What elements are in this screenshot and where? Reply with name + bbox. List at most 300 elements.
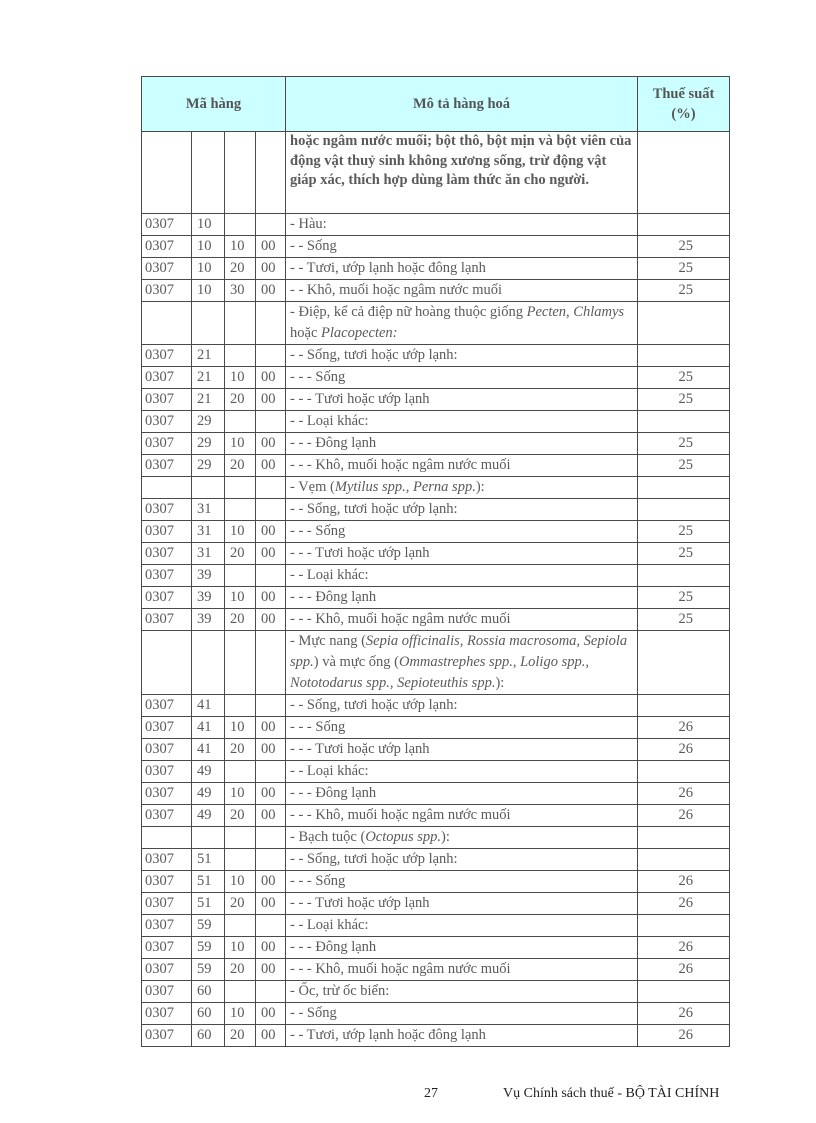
code-cell-4 <box>256 345 286 367</box>
header-description: Mô tả hàng hoá <box>286 77 638 132</box>
description-text: - - Sống, tươi hoặc ướp lạnh: <box>290 697 458 713</box>
description-italic: Ommastrephes spp., Loligo spp., Nototodarus spp., Sepioteuthis spp. <box>290 654 589 691</box>
code-cell-4: 00 <box>256 893 286 915</box>
description-text: - - - Đông lạnh <box>290 785 377 801</box>
table-row <box>142 433 730 455</box>
code-cell-3 <box>225 631 256 695</box>
code-cell-2: 31 <box>192 499 225 521</box>
code-cell-3 <box>225 477 256 499</box>
code-cell-3 <box>225 411 256 433</box>
code-cell-3 <box>225 695 256 717</box>
code-cell-3: 20 <box>225 543 256 565</box>
code-cell-3 <box>225 981 256 1003</box>
rate-cell: 26 <box>638 1025 730 1047</box>
description-text: - - - Sống <box>290 523 346 539</box>
code-cell-2: 39 <box>192 565 225 587</box>
code-cell-4: 00 <box>256 717 286 739</box>
table-row <box>142 805 730 827</box>
code-cell-2: 21 <box>192 345 225 367</box>
description-cell <box>286 433 638 455</box>
code-cell-4 <box>256 302 286 345</box>
description-cell <box>286 1003 638 1025</box>
description-cell <box>286 521 638 543</box>
code-cell-4 <box>256 631 286 695</box>
footer-organization: Vụ Chính sách thuế - BỘ TÀI CHÍNH <box>503 1086 720 1101</box>
table-row <box>142 367 730 389</box>
description-text: - - Sống, tươi hoặc ướp lạnh: <box>290 851 458 867</box>
rate-cell: 26 <box>638 739 730 761</box>
code-cell-1: 0307 <box>142 937 192 959</box>
table-row <box>142 587 730 609</box>
code-cell-4 <box>256 695 286 717</box>
rate-cell: 25 <box>638 280 730 302</box>
table-row <box>142 258 730 280</box>
description-cell <box>286 302 638 345</box>
code-cell-4: 00 <box>256 280 286 302</box>
code-cell-2: 59 <box>192 915 225 937</box>
table-row <box>142 411 730 433</box>
rate-cell: 25 <box>638 236 730 258</box>
description-cell <box>286 389 638 411</box>
description-cell <box>286 1025 638 1047</box>
code-cell-2: 49 <box>192 783 225 805</box>
table-row <box>142 214 730 236</box>
table-row <box>142 915 730 937</box>
code-cell-1: 0307 <box>142 455 192 477</box>
code-cell-3: 20 <box>225 739 256 761</box>
code-cell-3: 10 <box>225 937 256 959</box>
code-cell-3: 20 <box>225 455 256 477</box>
rate-cell <box>638 214 730 236</box>
description-text: - - Loại khác: <box>290 567 369 583</box>
rate-cell <box>638 302 730 345</box>
description-cell <box>286 367 638 389</box>
code-cell-4 <box>256 827 286 849</box>
rate-cell: 25 <box>638 258 730 280</box>
table-row <box>142 893 730 915</box>
code-cell-2: 59 <box>192 959 225 981</box>
code-cell-1: 0307 <box>142 871 192 893</box>
description-cell <box>286 565 638 587</box>
description-italic: Placopecten: <box>321 325 398 341</box>
description-cell <box>286 761 638 783</box>
description-text: ): <box>441 829 450 845</box>
code-cell-1: 0307 <box>142 609 192 631</box>
code-cell-4: 00 <box>256 959 286 981</box>
code-cell-4 <box>256 761 286 783</box>
description-text: - Bạch tuộc ( <box>290 829 366 845</box>
rate-cell <box>638 499 730 521</box>
description-cell <box>286 609 638 631</box>
description-text: - - - Sống <box>290 719 346 735</box>
code-cell-2: 39 <box>192 587 225 609</box>
code-cell-4 <box>256 477 286 499</box>
tariff-table <box>141 76 730 1047</box>
table-row <box>142 981 730 1003</box>
code-cell-1: 0307 <box>142 214 192 236</box>
code-cell-2: 60 <box>192 1025 225 1047</box>
table-row <box>142 761 730 783</box>
table-row <box>142 280 730 302</box>
table-row <box>142 455 730 477</box>
description-text: ) và mực ống ( <box>313 654 399 670</box>
code-cell-4: 00 <box>256 236 286 258</box>
code-cell-1: 0307 <box>142 258 192 280</box>
table-row <box>142 739 730 761</box>
code-cell-3 <box>225 761 256 783</box>
rate-cell: 26 <box>638 717 730 739</box>
code-cell-2: 21 <box>192 367 225 389</box>
code-cell-2 <box>192 477 225 499</box>
code-cell-4: 00 <box>256 1003 286 1025</box>
table-row <box>142 631 730 695</box>
code-cell-4: 00 <box>256 739 286 761</box>
table-row <box>142 695 730 717</box>
rate-cell <box>638 761 730 783</box>
table-body <box>142 132 730 1047</box>
rate-cell: 25 <box>638 455 730 477</box>
table-row <box>142 499 730 521</box>
code-cell-2: 49 <box>192 761 225 783</box>
rate-cell: 26 <box>638 1003 730 1025</box>
table-row <box>142 849 730 871</box>
code-cell-1 <box>142 631 192 695</box>
description-text: - Mực nang ( <box>290 633 366 649</box>
code-cell-2: 31 <box>192 543 225 565</box>
rate-cell <box>638 981 730 1003</box>
code-cell-4 <box>256 411 286 433</box>
description-text: - - - Khô, muối hoặc ngâm nước muối <box>290 611 511 627</box>
code-cell-2 <box>192 827 225 849</box>
page-number: 27 <box>424 1086 438 1101</box>
rate-cell <box>638 345 730 367</box>
rate-cell: 26 <box>638 871 730 893</box>
table-row <box>142 827 730 849</box>
code-cell-3 <box>225 565 256 587</box>
code-cell-3: 20 <box>225 959 256 981</box>
description-text: - Điệp, kể cả điệp nữ hoàng thuộc giống <box>290 304 527 320</box>
code-cell-4: 00 <box>256 455 286 477</box>
description-text: - - Sống, tươi hoặc ướp lạnh: <box>290 501 458 517</box>
description-cell <box>286 258 638 280</box>
description-cell <box>286 214 638 236</box>
code-cell-2: 39 <box>192 609 225 631</box>
table-row <box>142 609 730 631</box>
table-row <box>142 565 730 587</box>
code-cell-2: 29 <box>192 455 225 477</box>
description-text: - - - Tươi hoặc ướp lạnh <box>290 545 430 561</box>
rate-cell: 26 <box>638 937 730 959</box>
description-cell <box>286 411 638 433</box>
code-cell-1: 0307 <box>142 783 192 805</box>
description-text: - - Loại khác: <box>290 763 369 779</box>
code-cell-3 <box>225 915 256 937</box>
code-cell-1 <box>142 827 192 849</box>
table-row <box>142 345 730 367</box>
code-cell-4: 00 <box>256 587 286 609</box>
code-cell-4 <box>256 849 286 871</box>
rate-cell: 25 <box>638 367 730 389</box>
code-cell-2: 21 <box>192 389 225 411</box>
code-cell-4 <box>256 981 286 1003</box>
code-cell-2: 29 <box>192 433 225 455</box>
description-text: - - Tươi, ướp lạnh hoặc đông lạnh <box>290 1027 486 1043</box>
description-text: - - - Sống <box>290 369 346 385</box>
code-cell-1: 0307 <box>142 959 192 981</box>
code-cell-3: 10 <box>225 717 256 739</box>
code-cell-3: 20 <box>225 893 256 915</box>
code-cell-2 <box>192 631 225 695</box>
code-cell-3: 10 <box>225 521 256 543</box>
code-cell-2: 41 <box>192 717 225 739</box>
code-cell <box>192 132 225 214</box>
rate-cell: 26 <box>638 893 730 915</box>
code-cell-1: 0307 <box>142 739 192 761</box>
table-header-row <box>142 77 730 132</box>
code-cell-1: 0307 <box>142 236 192 258</box>
description-text: hoặc <box>290 325 322 341</box>
code-cell-4: 00 <box>256 937 286 959</box>
code-cell-1: 0307 <box>142 587 192 609</box>
code-cell-2: 10 <box>192 236 225 258</box>
rate-cell <box>638 565 730 587</box>
code-cell-2: 49 <box>192 805 225 827</box>
code-cell-4: 00 <box>256 258 286 280</box>
rate-cell: 25 <box>638 587 730 609</box>
continuation-text: hoặc ngâm nước muối; bột thô, bột mịn và bột viên của động vật thuỷ sinh không xương sống, trừ động vật giáp xác, thích hợp dùng làm thức ăn cho người. <box>286 132 638 214</box>
description-text: - - Sống <box>290 1005 337 1021</box>
rate-cell <box>638 631 730 695</box>
code-cell-1: 0307 <box>142 499 192 521</box>
code-cell-3 <box>225 849 256 871</box>
description-cell <box>286 631 638 695</box>
table-row <box>142 236 730 258</box>
code-cell-3: 30 <box>225 280 256 302</box>
description-text: - - Khô, muối hoặc ngâm nước muối <box>290 282 503 298</box>
description-cell <box>286 543 638 565</box>
description-cell <box>286 805 638 827</box>
code-cell-1: 0307 <box>142 717 192 739</box>
rate-cell: 26 <box>638 805 730 827</box>
code-cell-2: 10 <box>192 258 225 280</box>
description-text: ): <box>495 675 505 691</box>
code-cell-4: 00 <box>256 389 286 411</box>
code-cell-2: 51 <box>192 871 225 893</box>
description-cell <box>286 455 638 477</box>
code-cell-3 <box>225 827 256 849</box>
code-cell-1: 0307 <box>142 1003 192 1025</box>
description-text: - - - Đông lạnh <box>290 435 377 451</box>
code-cell-1: 0307 <box>142 543 192 565</box>
code-cell-3: 10 <box>225 433 256 455</box>
description-cell <box>286 783 638 805</box>
code-cell-3: 10 <box>225 236 256 258</box>
description-cell <box>286 587 638 609</box>
code-cell-1: 0307 <box>142 805 192 827</box>
code-cell-2: 10 <box>192 214 225 236</box>
rate-cell: 25 <box>638 543 730 565</box>
code-cell-3: 20 <box>225 1025 256 1047</box>
code-cell-3: 20 <box>225 389 256 411</box>
code-cell-1: 0307 <box>142 565 192 587</box>
description-cell <box>286 236 638 258</box>
code-cell-2: 59 <box>192 937 225 959</box>
code-cell-4: 00 <box>256 805 286 827</box>
description-cell <box>286 871 638 893</box>
code-cell-3: 20 <box>225 609 256 631</box>
rate-cell <box>638 915 730 937</box>
code-cell-3: 10 <box>225 783 256 805</box>
rate-cell <box>638 411 730 433</box>
code-cell-3: 10 <box>225 871 256 893</box>
table-row <box>142 871 730 893</box>
description-text: - - - Sống <box>290 873 346 889</box>
description-cell <box>286 345 638 367</box>
code-cell-2: 10 <box>192 280 225 302</box>
table-row <box>142 477 730 499</box>
description-text: - Ốc, trừ ốc biển: <box>290 983 390 999</box>
code-cell-2: 41 <box>192 739 225 761</box>
code-cell-3 <box>225 302 256 345</box>
code-cell-4: 00 <box>256 433 286 455</box>
code-cell-4: 00 <box>256 1025 286 1047</box>
description-text: - - - Tươi hoặc ướp lạnh <box>290 895 430 911</box>
code-cell-1: 0307 <box>142 849 192 871</box>
code-cell-1: 0307 <box>142 695 192 717</box>
code-cell-3: 10 <box>225 587 256 609</box>
description-text: - - - Đông lạnh <box>290 589 377 605</box>
rate-cell: 25 <box>638 521 730 543</box>
code-cell-1: 0307 <box>142 367 192 389</box>
description-text: - - - Khô, muối hoặc ngâm nước muối <box>290 961 511 977</box>
code-cell-1: 0307 <box>142 1025 192 1047</box>
description-cell <box>286 893 638 915</box>
description-text: - - Sống, tươi hoặc ướp lạnh: <box>290 347 458 363</box>
table-row <box>142 302 730 345</box>
code-cell-4 <box>256 214 286 236</box>
code-cell-1 <box>142 302 192 345</box>
description-text: ): <box>475 479 485 495</box>
code-cell-1: 0307 <box>142 521 192 543</box>
description-cell <box>286 739 638 761</box>
description-cell <box>286 280 638 302</box>
code-cell-2: 31 <box>192 521 225 543</box>
table-row <box>142 959 730 981</box>
code-cell-3 <box>225 499 256 521</box>
description-text: - - Loại khác: <box>290 413 369 429</box>
rate-cell <box>638 477 730 499</box>
description-cell <box>286 717 638 739</box>
code-cell-4: 00 <box>256 543 286 565</box>
description-text: - - - Khô, muối hoặc ngâm nước muối <box>290 807 511 823</box>
code-cell-3: 10 <box>225 1003 256 1025</box>
table-row <box>142 717 730 739</box>
rate-cell <box>638 132 730 214</box>
description-text: , <box>566 304 574 320</box>
description-cell <box>286 981 638 1003</box>
table-row <box>142 1025 730 1047</box>
description-cell <box>286 695 638 717</box>
code-cell-2: 60 <box>192 1003 225 1025</box>
code-cell-1: 0307 <box>142 280 192 302</box>
description-text: - - Loại khác: <box>290 917 369 933</box>
code-cell-2: 51 <box>192 849 225 871</box>
description-text: - - - Tươi hoặc ướp lạnh <box>290 391 430 407</box>
description-text: - - - Tươi hoặc ướp lạnh <box>290 741 430 757</box>
code-cell-1: 0307 <box>142 761 192 783</box>
code-cell-4: 00 <box>256 367 286 389</box>
code-cell-3: 20 <box>225 805 256 827</box>
code-cell-4: 00 <box>256 871 286 893</box>
code-cell <box>225 132 256 214</box>
description-cell <box>286 915 638 937</box>
code-cell-2: 29 <box>192 411 225 433</box>
rate-cell <box>638 827 730 849</box>
table-row <box>142 1003 730 1025</box>
code-cell-1: 0307 <box>142 893 192 915</box>
rate-cell <box>638 849 730 871</box>
rate-cell: 25 <box>638 609 730 631</box>
description-cell <box>286 827 638 849</box>
description-italic: Pecten <box>526 304 567 320</box>
code-cell-1: 0307 <box>142 433 192 455</box>
code-cell-1: 0307 <box>142 389 192 411</box>
header-rate <box>638 77 730 132</box>
description-cell <box>286 959 638 981</box>
rate-cell <box>638 695 730 717</box>
code-cell-4: 00 <box>256 609 286 631</box>
description-text: - - Tươi, ướp lạnh hoặc đông lạnh <box>290 260 486 276</box>
description-text: - - - Đông lạnh <box>290 939 377 955</box>
description-cell <box>286 499 638 521</box>
table-row <box>142 783 730 805</box>
code-cell-2: 51 <box>192 893 225 915</box>
rate-cell: 26 <box>638 783 730 805</box>
rate-cell: 25 <box>638 389 730 411</box>
table-row <box>142 543 730 565</box>
description-text: - Vẹm ( <box>290 479 335 495</box>
code-cell-1: 0307 <box>142 981 192 1003</box>
rate-cell: 26 <box>638 959 730 981</box>
header-code: Mã hàng <box>142 77 286 132</box>
table-row <box>142 389 730 411</box>
code-cell-4 <box>256 499 286 521</box>
description-italic: Sepia officinalis, Rossia macrosoma, Sepiola spp. <box>290 633 628 670</box>
description-italic: Mytilus spp., Perna spp. <box>334 479 476 495</box>
description-italic: Octopus spp. <box>365 829 442 845</box>
code-cell-4 <box>256 565 286 587</box>
code-cell-1: 0307 <box>142 915 192 937</box>
code-cell-3: 20 <box>225 258 256 280</box>
description-cell <box>286 937 638 959</box>
code-cell-4: 00 <box>256 521 286 543</box>
description-text: - - Sống <box>290 238 337 254</box>
description-text: - - - Khô, muối hoặc ngâm nước muối <box>290 457 511 473</box>
header-rate-text: Thuế suất (%) <box>652 86 715 122</box>
code-cell <box>256 132 286 214</box>
code-cell <box>142 132 192 214</box>
continuation-row <box>142 132 730 214</box>
code-cell-3 <box>225 214 256 236</box>
code-cell-4: 00 <box>256 783 286 805</box>
code-cell-1: 0307 <box>142 345 192 367</box>
description-cell <box>286 477 638 499</box>
code-cell-2: 60 <box>192 981 225 1003</box>
table-row <box>142 521 730 543</box>
code-cell-2 <box>192 302 225 345</box>
description-italic: Chlamys <box>573 304 625 320</box>
code-cell-2: 41 <box>192 695 225 717</box>
